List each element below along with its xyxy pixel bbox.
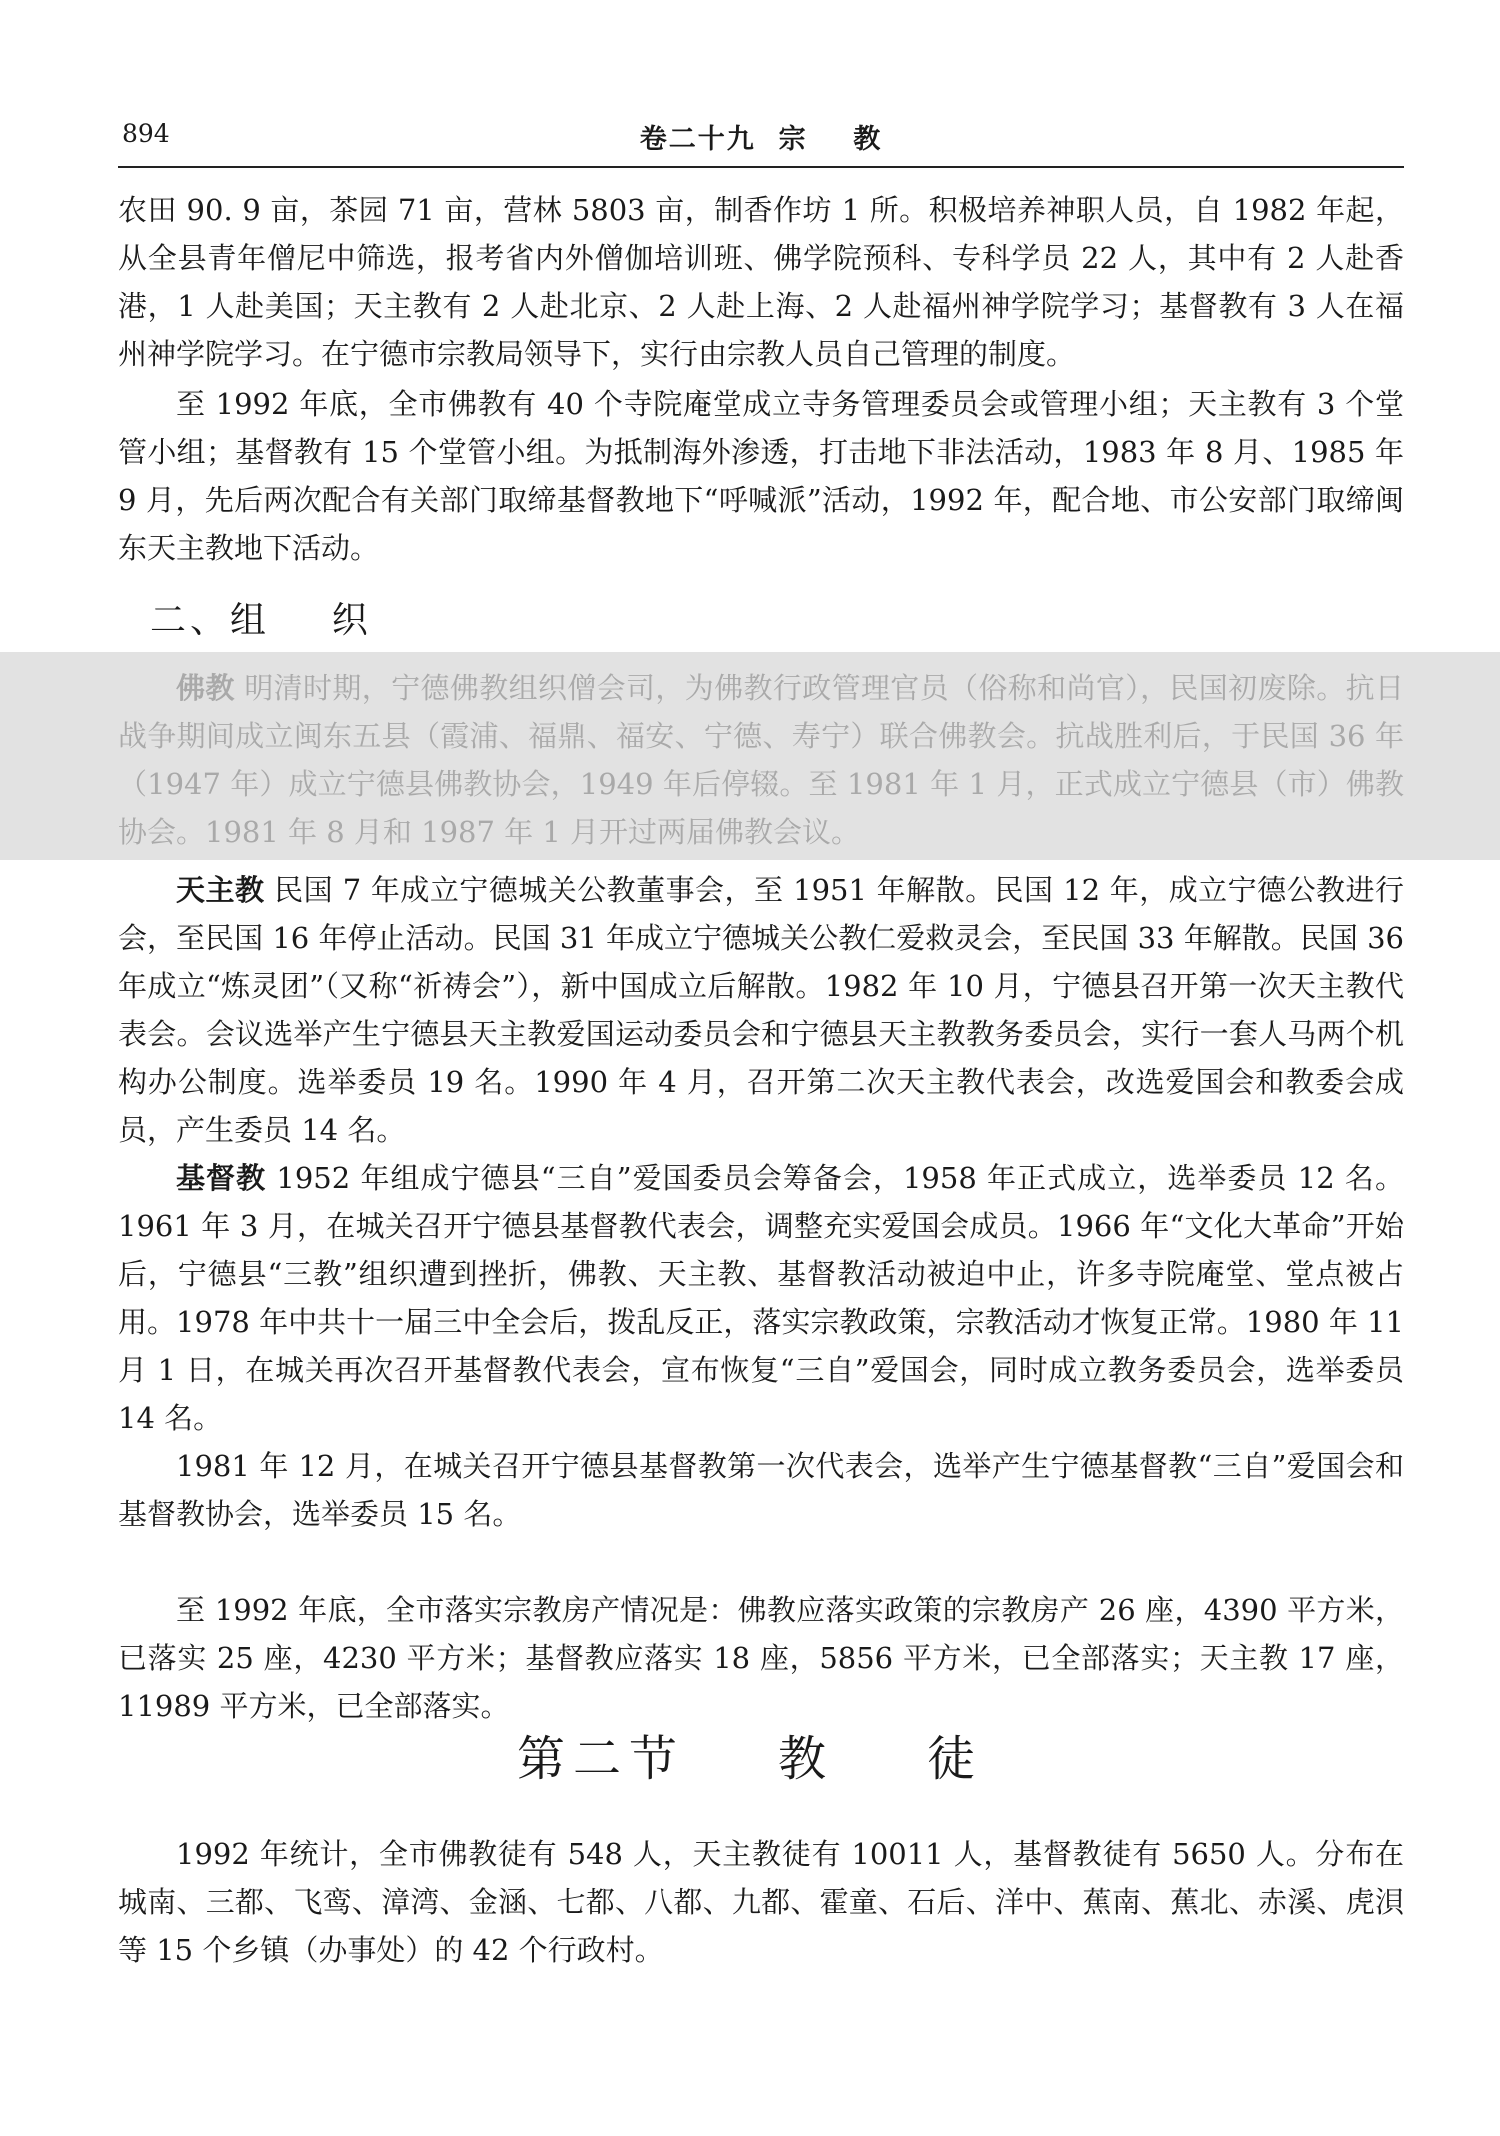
running-title: 卷二十九 宗 教 (639, 124, 883, 155)
text-catholicism: 民国 7 年成立宁德城关公教董事会，至 1951 年解散。民国 12 年，成立宁德公教进行会，至民国 16 年停止活动。民国 31 年成立宁德城关公教仁爱救灵会，至民国 33 年解散。民国 36 年成立“炼灵团”（又称“祈祷会”），新中国成立后解散。1982 年 10 月，宁德县召开第一次天主教代表会。会议选举产生宁德县天主教爱国运动委员会和宁德县天主教教务委员会，实行一套人马两个机构办公制度。选举委员 19 名。1990 年 4 月，召开第二次天主教代表会，改选爱国会和教委会成员，产生委员 14 名。 (118, 873, 1404, 1147)
lead-buddhism: 佛教 (176, 671, 235, 705)
paragraph-management: 至 1992 年底，全市佛教有 40 个寺院庵堂成立寺务管理委员会或管理小组；天主教有 3 个堂管小组；基督教有 15 个堂管小组。为抵制海外渗透，打击地下非法活动，1983 年 8 月、1985 年 9 月，先后两次配合有关部门取缔基督教地下“呼喊派”活动，1992 年，配合地、市公安部门取缔闽东天主教地下活动。 (118, 387, 1404, 565)
paragraph-christianity (118, 1154, 1404, 1442)
header-rule (118, 166, 1404, 168)
page-header (118, 113, 1404, 163)
paragraph-buddhism (118, 664, 1404, 856)
lead-christianity: 基督教 (176, 1161, 267, 1195)
heading-organization: 二、组 织 (150, 600, 372, 641)
text-christianity: 1952 年组成宁德县“三自”爱国委员会筹备会，1958 年正式成立，选举委员 12 名。1961 年 3 月，在城关召开宁德县基督教代表会，调整充实爱国会成员。1966 年“文化大革命”开始后，宁德县“三教”组织遭到挫折，佛教、天主教、基督教活动被迫中止，许多寺院庵堂、堂点被占用。1978 年中共十一届三中全会后，拨乱反正，落实宗教政策，宗教活动才恢复正常。1980 年 11 月 1 日，在城关再次召开基督教代表会，宣布恢复“三自”爱国会，同时成立教务委员会，选举委员 14 名。 (118, 1161, 1404, 1435)
lead-catholicism: 天主教 (176, 873, 265, 907)
section-title: 第二节 教 徒 (516, 1731, 984, 1787)
page-number: 894 (122, 119, 170, 148)
paragraph-christian-congress: 1981 年 12 月，在城关召开宁德县基督教第一次代表会，选举产生宁德基督教“三自”爱国会和基督教协会，选举委员 15 名。 (118, 1449, 1404, 1531)
paragraph-catholicism (118, 866, 1404, 1154)
paragraph-believers: 1992 年统计，全市佛教徒有 548 人，天主教徒有 10011 人，基督教徒有 5650 人。分布在城南、三都、飞鸾、漳湾、金涵、七都、八都、九都、霍童、石后、洋中、蕉南、蕉北、赤溪、虎浿等 15 个乡镇（办事处）的 42 个行政村。 (118, 1837, 1404, 1967)
paragraph-property: 至 1992 年底，全市落实宗教房产情况是：佛教应落实政策的宗教房产 26 座，4390 平方米，已落实 25 座，4230 平方米；基督教应落实 18 座，5856 平方米，已全部落实；天主教 17 座，11989 平方米，已全部落实。 (118, 1593, 1404, 1723)
text-buddhism: 明清时期，宁德佛教组织僧会司，为佛教行政管理官员（俗称和尚官），民国初废除。抗日战争期间成立闽东五县（霞浦、福鼎、福安、宁德、寿宁）联合佛教会。抗战胜利后，于民国 36 年（1947 年）成立宁德县佛教协会，1949 年后停辍。至 1981 年 1 月，正式成立宁德县（市）佛教协会。1981 年 8 月和 1987 年 1 月开过两届佛教会议。 (118, 671, 1404, 849)
paragraph-training: 农田 90. 9 亩，茶园 71 亩，营林 5803 亩，制香作坊 1 所。积极培养神职人员，自 1982 年起，从全县青年僧尼中筛选，报考省内外僧伽培训班、佛学院预科、专科学员 22 人，其中有 2 人赴香港，1 人赴美国；天主教有 2 人赴北京、2 人赴上海、2 人赴福州神学院学习；基督教有 3 人在福州神学院学习。在宁德市宗教局领导下，实行由宗教人员自己管理的制度。 (118, 193, 1404, 371)
